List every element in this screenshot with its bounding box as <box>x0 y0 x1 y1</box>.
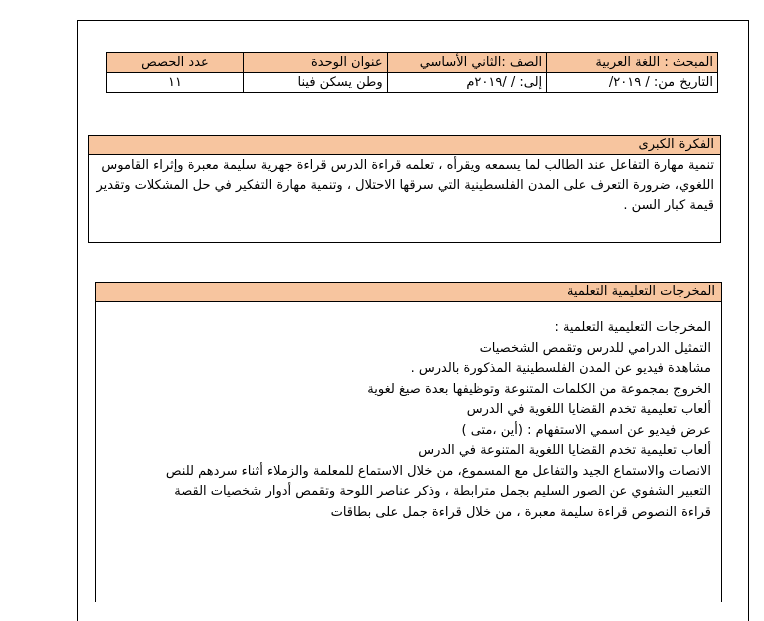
class-label: الصف :الثاني الأساسي <box>387 53 547 73</box>
outcome-line: التمثيل الدرامي للدرس وتقمص الشخصيات <box>479 340 711 356</box>
outcome-line: مشاهدة فيديو عن المدن الفلسطينية المذكورة بالدرس . <box>410 361 711 376</box>
header-row-values <box>107 73 718 93</box>
outcomes-list <box>96 302 721 523</box>
header-row-labels <box>107 53 718 73</box>
outcome-line: الخروج بمجموعة من الكلمات المتنوعة وتوظيفها بعدة صيغ لغوية <box>367 381 711 397</box>
unit-title-label: عنوان الوحدة <box>243 53 387 73</box>
outcomes-section <box>95 282 722 602</box>
outcome-line: ألعاب تعليمية تخدم القضايا اللغوية المتنوعة في الدرس <box>418 443 711 458</box>
unit-title-value: وطن يسكن فينا <box>243 73 387 93</box>
big-idea-title: الفكرة الكبرى <box>89 136 720 155</box>
subject-label: المبحث : اللغة العربية <box>547 53 718 73</box>
big-idea-section <box>88 135 721 243</box>
lesson-header-table <box>106 52 718 93</box>
big-idea-text: تنمية مهارة التفاعل عند الطالب لما يسمعه ويقرأه ، تعلمه قراءة الدرس قراءة جهرية سليمة معبرة وإثراء القاموس اللغوي، ضرورة التعرف على المدن الفلسطينية التي سرقها الاحتلال ، وتنمية مهارة التفكير في حل المشكلات وتقدير قيمة كبار السن . <box>96 158 714 213</box>
lessons-count-value: ١١ <box>107 73 244 93</box>
date-to: إلى: / /٢٠١٩م <box>387 73 547 93</box>
outcome-line: التعبير الشفوي عن الصور السليم بجمل مترابطة ، وذكر عناصر اللوحة وتقمص أدوار شخصيات القصة <box>174 484 711 499</box>
outcome-line: قراءة النصوص قراءة سليمة معبرة ، من خلال قراءة جمل على بطاقات <box>330 504 711 520</box>
lessons-count-label: عدد الحصص <box>107 53 244 73</box>
outcome-line: ألعاب تعليمية تخدم القضايا اللغوية في الدرس <box>466 402 711 417</box>
date-from: التاريخ من: / ٢٠١٩/ <box>547 73 718 93</box>
outcome-line: عرض فيديو عن اسمي الاستفهام : (أين ،متى ) <box>461 422 711 438</box>
outcomes-title: المخرجات التعليمية التعلمية <box>96 283 721 302</box>
outcome-line: المخرجات التعليمية التعلمية : <box>554 320 711 335</box>
outcome-line: الانصات والاستماع الجيد والتفاعل مع المسموع، من خلال الاستماع للمعلمة والزملاء أثناء سردهم للنص <box>165 463 711 479</box>
